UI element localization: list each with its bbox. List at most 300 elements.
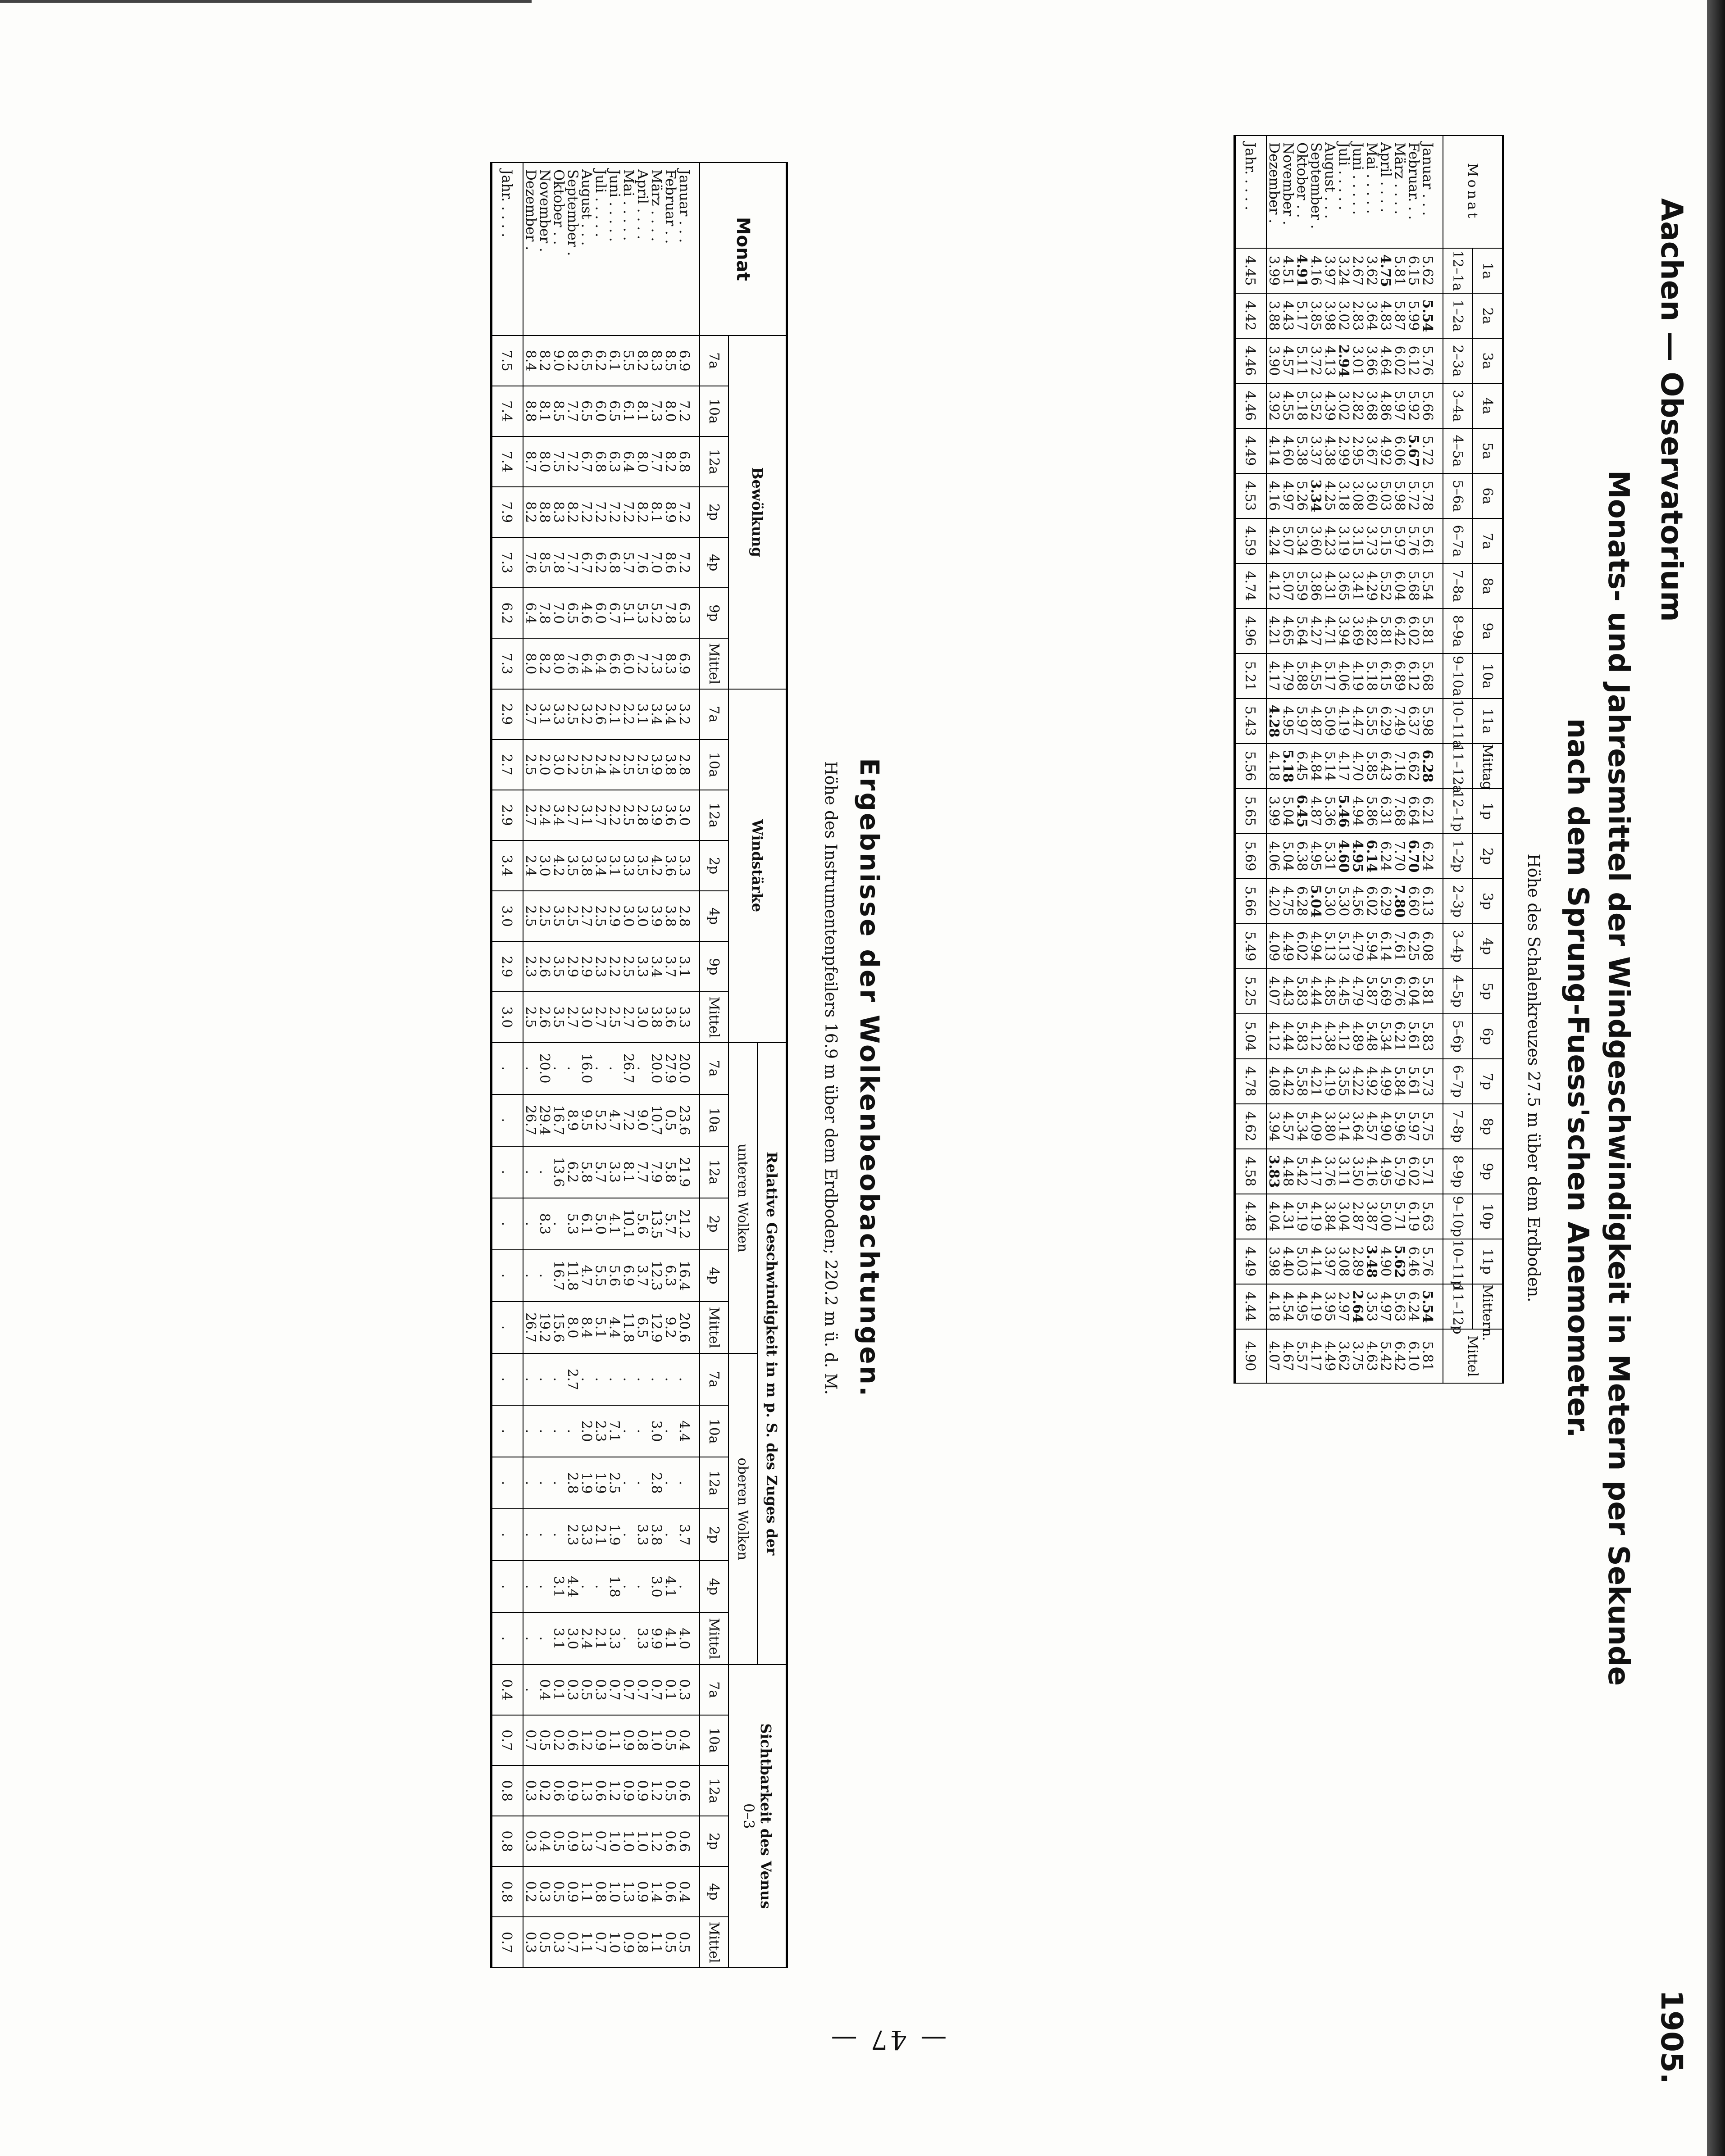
upper-cloud-speed-cell: 3.1 — [551, 1612, 565, 1664]
lower-cloud-speed-cell: 20.6 — [677, 1302, 700, 1353]
wind-speed-cell: 4.59 — [1235, 518, 1267, 563]
venus-header-label: Sichtbarkeit des Venus — [757, 1723, 774, 1909]
lower-cloud-speed-cell: 5.8 — [663, 1146, 677, 1198]
lower-cloud-speed-cell: 5.6 — [607, 1250, 621, 1302]
venus-visibility-cell: 0.3 — [523, 1917, 537, 1968]
cloudiness-cell: 6.5 — [579, 386, 593, 436]
venus-visibility-cell: 1.2 — [579, 1715, 593, 1766]
lower-clouds-time-header: Mittel — [700, 1302, 728, 1353]
cloudiness-cell: 6.7 — [579, 436, 593, 487]
wind-force-cell: 3.1 — [537, 689, 551, 740]
wind-speed-cell: 4.08 — [1266, 1059, 1281, 1104]
wind-speed-cell: 5.34 — [1295, 1104, 1309, 1149]
venus-visibility-cell: 0.6 — [551, 1766, 565, 1816]
table-row — [1309, 136, 1323, 1383]
wind-force-cell: 2.4 — [523, 840, 537, 891]
wind-speed-cell: 5.07 — [1281, 518, 1295, 563]
wind-force-cell: 2.3 — [593, 941, 607, 992]
table-row — [523, 163, 537, 1968]
wind-force-cell: 3.0 — [635, 891, 649, 941]
wind-speed-cell: 6.25 — [1406, 924, 1420, 969]
upper-cloud-speed-cell: . — [523, 1405, 537, 1457]
lower-cloud-speed-cell: 7.2 — [621, 1094, 635, 1146]
wind-speed-cell: 4.51 — [1281, 248, 1295, 293]
wind-speed-cell: 7.80 — [1393, 879, 1406, 924]
wind-speed-cell: 4.90 — [1379, 1239, 1393, 1284]
wind-speed-cell: 4.18 — [1266, 744, 1281, 789]
wind-speed-cell: 5.14 — [1323, 744, 1337, 789]
table-row — [1365, 136, 1379, 1383]
wind-speed-cell: 5.72 — [1420, 428, 1443, 473]
wind-speed-cell: 6.24 — [1420, 834, 1443, 879]
wind-speed-cell: 6.08 — [1420, 924, 1443, 969]
wind-speed-cell: 3.97 — [1323, 1239, 1337, 1284]
hour-header: 10a — [1473, 654, 1503, 699]
wind-speed-cell: 4.86 — [1379, 383, 1393, 428]
venus-visibility-cell: 1.1 — [607, 1715, 621, 1766]
upper-cloud-speed-cell: . — [621, 1405, 635, 1457]
month-label: November . — [537, 163, 551, 336]
upper-cloud-speed-cell: . — [492, 1457, 523, 1509]
upper-cloud-speed-cell: 1.9 — [607, 1509, 621, 1561]
lower-cloud-speed-cell: . — [635, 1043, 649, 1094]
venus-visibility-cell: 0.9 — [621, 1766, 635, 1816]
wind-speed-cell: 4.79 — [1281, 654, 1295, 699]
wind-speed-cell: 3.19 — [1337, 518, 1351, 563]
lower-cloud-speed-cell: . — [492, 1198, 523, 1250]
wind-force-time-header: Mittel — [700, 992, 728, 1042]
venus-visibility-cell: 0.5 — [537, 1715, 551, 1766]
wind-speed-cell: 4.79 — [1351, 969, 1365, 1014]
wind-force-cell: 2.7 — [579, 891, 593, 941]
wind-speed-cell: 4.23 — [1323, 518, 1337, 563]
table-row — [649, 163, 663, 1968]
lower-cloud-speed-cell: 16.7 — [551, 1250, 565, 1302]
wind-speed-cell: 4.21 — [1266, 608, 1281, 654]
wind-force-cell: 2.5 — [537, 891, 551, 941]
wind-force-cell: 2.9 — [492, 790, 523, 840]
upper-cloud-speed-cell: . — [593, 1561, 607, 1612]
wind-speed-cell: 5.48 — [1365, 1014, 1379, 1059]
wind-speed-cell: 7.61 — [1393, 924, 1406, 969]
wind-speed-cell: 5.25 — [1235, 969, 1267, 1014]
venus-visibility-cell: 0.9 — [635, 1866, 649, 1917]
wind-force-cell: 3.7 — [663, 941, 677, 992]
wind-speed-cell: 4.46 — [1235, 383, 1267, 428]
wind-speed-cell: 6.62 — [1406, 744, 1420, 789]
wind-speed-cell: 4.44 — [1235, 1284, 1267, 1329]
wind-speed-cell: 5.99 — [1406, 293, 1420, 338]
upper-cloud-speed-cell: . — [635, 1457, 649, 1509]
cloudiness-time-header: 12a — [700, 436, 728, 487]
hour-header: 11p — [1473, 1239, 1503, 1284]
upper-cloud-speed-cell: . — [649, 1353, 663, 1405]
venus-visibility-cell: 0.3 — [537, 1866, 551, 1917]
cloudiness-cell: 7.5 — [492, 336, 523, 386]
wind-speed-cell: 2.97 — [1337, 1284, 1351, 1329]
wind-speed-cell: 3.67 — [1365, 428, 1379, 473]
venus-visibility-cell: 0.9 — [565, 1866, 579, 1917]
wind-speed-cell: 5.30 — [1337, 879, 1351, 924]
cloudiness-cell: 7.2 — [677, 386, 700, 436]
wind-speed-cell: 3.62 — [1337, 1329, 1351, 1383]
wind-speed-cell: 3.94 — [1337, 608, 1351, 654]
wind-force-cell: 2.8 — [635, 790, 649, 840]
month-label: März . . . . — [649, 163, 663, 336]
wind-force-cell: 4.2 — [649, 840, 663, 891]
wind-speed-cell: 4.48 — [1281, 1149, 1295, 1194]
wind-speed-cell: 4.29 — [1365, 563, 1379, 608]
wind-speed-cell: 2.64 — [1351, 1284, 1365, 1329]
wind-force-cell: 2.5 — [621, 790, 635, 840]
venus-visibility-cell: 0.5 — [551, 1816, 565, 1866]
lower-cloud-speed-cell: 4.1 — [607, 1198, 621, 1250]
wind-speed-cell: 4.39 — [1323, 383, 1337, 428]
lower-clouds-time-header: 12a — [700, 1146, 728, 1198]
wind-speed-cell: 5.62 — [1420, 248, 1443, 293]
wind-speed-cell: 5.62 — [1393, 1239, 1406, 1284]
wind-force-cell: 3.3 — [677, 992, 700, 1042]
wind-speed-cell: 4.12 — [1309, 1014, 1323, 1059]
table-row — [579, 163, 593, 1968]
lower-cloud-speed-cell: 6.3 — [663, 1250, 677, 1302]
wind-speed-cell: 4.31 — [1323, 563, 1337, 608]
wind-speed-cell: 3.18 — [1337, 473, 1351, 518]
wind-force-cell: 3.6 — [663, 840, 677, 891]
upper-cloud-speed-cell: . — [579, 1353, 593, 1405]
wind-speed-cell: 5.79 — [1393, 1149, 1406, 1194]
lower-cloud-speed-cell: 4.7 — [579, 1250, 593, 1302]
wind-speed-cell: 4.55 — [1281, 383, 1295, 428]
venus-visibility-cell: 0.7 — [635, 1665, 649, 1715]
upper-cloud-speed-cell: 2.7 — [565, 1353, 579, 1405]
wind-speed-cell: 4.13 — [1323, 338, 1337, 383]
wind-speed-cell: 5.69 — [1379, 969, 1393, 1014]
wind-speed-cell: 5.85 — [1365, 744, 1379, 789]
wind-force-cell: 3.5 — [635, 840, 649, 891]
month-label: Dezember . — [1266, 136, 1281, 248]
wind-speed-cell: 5.34 — [1379, 1014, 1393, 1059]
wind-speed-cell: 3.73 — [1365, 518, 1379, 563]
upper-cloud-speed-cell: 4.4 — [677, 1405, 700, 1457]
wind-speed-cell: 5.04 — [1235, 1014, 1267, 1059]
month-label: September . — [565, 163, 579, 336]
month-label: Oktober . . — [1295, 136, 1309, 248]
upper-cloud-speed-cell: . — [523, 1509, 537, 1561]
venus-visibility-cell: 0.5 — [579, 1665, 593, 1715]
lower-cloud-speed-cell: . — [523, 1198, 537, 1250]
upper-cloud-speed-cell: . — [621, 1612, 635, 1664]
table-row — [537, 163, 551, 1968]
wind-speed-cell: 4.17 — [1309, 1149, 1323, 1194]
upper-cloud-speed-cell: . — [565, 1405, 579, 1457]
upper-cloud-speed-cell: 3.3 — [607, 1612, 621, 1664]
wind-force-cell: 3.4 — [663, 689, 677, 740]
month-label: Januar . . . — [677, 163, 700, 336]
hour-header: 11a — [1473, 699, 1503, 744]
wind-force-cell: 2.2 — [607, 790, 621, 840]
wind-speed-cell: 5.97 — [1393, 518, 1406, 563]
venus-visibility-cell: 0.5 — [663, 1715, 677, 1766]
hour-interval-header: 11–12p — [1443, 1284, 1473, 1329]
lower-cloud-speed-cell: 8.0 — [565, 1302, 579, 1353]
cloudiness-cell: 6.0 — [593, 386, 607, 436]
cloudiness-cell: 5.2 — [649, 588, 663, 638]
hour-interval-header: 8–9a — [1443, 608, 1473, 654]
wind-speed-cell: 5.83 — [1420, 1014, 1443, 1059]
cloudiness-cell: 6.2 — [593, 336, 607, 386]
cloudiness-cell: 8.2 — [537, 638, 551, 689]
wind-speed-cell: 5.61 — [1420, 518, 1443, 563]
wind-force-cell: 3.6 — [663, 992, 677, 1042]
venus-visibility-cell: 0.9 — [565, 1816, 579, 1866]
table-row — [565, 163, 579, 1968]
month-label: Juni . . . . . — [1351, 136, 1365, 248]
venus-visibility-cell: 1.2 — [649, 1766, 663, 1816]
wind-speed-cell: 6.45 — [1295, 744, 1309, 789]
wind-speed-cell: 3.99 — [1266, 789, 1281, 834]
hour-header: 9a — [1473, 608, 1503, 654]
wind-speed-cell: 4.57 — [1365, 1104, 1379, 1149]
venus-visibility-cell: 0.8 — [635, 1715, 649, 1766]
wind-force-cell: 3.0 — [677, 790, 700, 840]
wind-speed-cell: 3.34 — [1309, 473, 1323, 518]
cloudiness-cell: 6.4 — [579, 638, 593, 689]
table-row — [593, 163, 607, 1968]
hour-interval-header: 9–10a — [1443, 654, 1473, 699]
wind-force-cell: 2.5 — [523, 992, 537, 1042]
wind-force-group-header: Windstärke — [728, 689, 787, 1043]
wind-speed-cell: 3.65 — [1337, 563, 1351, 608]
hour-header: 2p — [1473, 834, 1503, 879]
wind-speed-cell: 6.02 — [1406, 1149, 1420, 1194]
wind-speed-cell: 3.02 — [1337, 293, 1351, 338]
cloudiness-cell: 6.2 — [492, 588, 523, 638]
lower-cloud-speed-cell: 8.1 — [621, 1146, 635, 1198]
wind-speed-cell: 4.58 — [1235, 1149, 1267, 1194]
venus-visibility-cell: 1.3 — [579, 1816, 593, 1866]
venus-visibility-cell: 0.2 — [551, 1715, 565, 1766]
wind-speed-cell: 6.19 — [1406, 1194, 1420, 1239]
venus-visibility-cell: 0.7 — [523, 1715, 537, 1766]
wind-speed-cell: 4.44 — [1309, 969, 1323, 1014]
month-label: Juli . . . . . — [593, 163, 607, 336]
wind-speed-cell: 5.42 — [1379, 1329, 1393, 1383]
wind-speed-cell: 4.85 — [1323, 969, 1337, 1014]
lower-cloud-speed-cell: 13.6 — [551, 1146, 565, 1198]
wind-speed-cell: 4.43 — [1281, 969, 1295, 1014]
wind-speed-cell: 4.17 — [1337, 744, 1351, 789]
upper-cloud-speed-cell: . — [492, 1405, 523, 1457]
wind-force-cell: 2.9 — [492, 941, 523, 992]
lower-cloud-speed-cell: 20.0 — [537, 1043, 551, 1094]
table-row — [1420, 136, 1443, 1383]
wind-speed-cell: 4.09 — [1266, 924, 1281, 969]
wind-speed-cell: 6.06 — [1393, 428, 1406, 473]
wind-speed-cell: 5.09 — [1323, 699, 1337, 744]
wind-force-cell: 3.0 — [579, 992, 593, 1042]
venus-visibility-cell: 0.3 — [523, 1816, 537, 1866]
lower-cloud-speed-cell: 10.7 — [649, 1094, 663, 1146]
wind-speed-cell: 4.60 — [1337, 834, 1351, 879]
upper-cloud-speed-cell: . — [607, 1353, 621, 1405]
relative-speed-group-header: Relative Geschwindigkeit in m p. S. des Zuges der — [757, 1043, 787, 1665]
cloudiness-cell: 8.2 — [565, 487, 579, 537]
wind-speed-cell: 3.72 — [1309, 338, 1323, 383]
hour-interval-header: 1–2p — [1443, 834, 1473, 879]
hour-interval-header: 3–4a — [1443, 383, 1473, 428]
wind-speed-cell: 4.49 — [1235, 428, 1267, 473]
upper-cloud-speed-cell: . — [621, 1353, 635, 1405]
wind-speed-cell: 6.02 — [1365, 879, 1379, 924]
wind-speed-cell: 5.98 — [1420, 699, 1443, 744]
wind-speed-cell: 6.10 — [1406, 1329, 1420, 1383]
month-label: Februar. . . — [1406, 136, 1420, 248]
cloudiness-cell: 8.6 — [663, 537, 677, 588]
month-label: November . — [1281, 136, 1295, 248]
upper-cloud-speed-cell: 1.8 — [607, 1561, 621, 1612]
upper-cloud-speed-cell: . — [551, 1509, 565, 1561]
upper-cloud-speed-cell: . — [677, 1457, 700, 1509]
wind-speed-cell: 3.98 — [1323, 293, 1337, 338]
wind-speed-cell: 4.19 — [1309, 1284, 1323, 1329]
venus-visibility-cell: 0.8 — [492, 1866, 523, 1917]
wind-speed-cell: 3.85 — [1309, 293, 1323, 338]
upper-cloud-speed-cell: . — [523, 1457, 537, 1509]
upper-cloud-speed-cell: 9.9 — [649, 1612, 663, 1664]
wind-speed-cell: 3.15 — [1351, 518, 1365, 563]
venus-visibility-cell: 0.7 — [621, 1665, 635, 1715]
wind-speed-cell: 3.98 — [1266, 1239, 1281, 1284]
header-station: Aachen — Observatorium — [1654, 198, 1689, 622]
lower-cloud-speed-cell: 7.7 — [635, 1146, 649, 1198]
lower-cloud-speed-cell: . — [537, 1146, 551, 1198]
venus-visibility-cell: 0.3 — [523, 1766, 537, 1816]
wind-speed-cell: 4.92 — [1365, 1059, 1379, 1104]
wind-speed-cell: 4.56 — [1351, 879, 1365, 924]
venus-visibility-cell: 0.5 — [663, 1766, 677, 1816]
wind-speed-cell: 6.46 — [1406, 1239, 1420, 1284]
venus-visibility-cell: 0.6 — [677, 1816, 700, 1866]
cloudiness-cell: 5.5 — [621, 336, 635, 386]
venus-group-header — [728, 1665, 787, 1968]
lower-cloud-speed-cell: 9.5 — [579, 1094, 593, 1146]
venus-visibility-cell: 1.4 — [649, 1866, 663, 1917]
wind-speed-cell: 4.49 — [1323, 1329, 1337, 1383]
wind-speed-cell: 5.83 — [1295, 969, 1309, 1014]
lower-cloud-speed-cell: 5.0 — [593, 1198, 607, 1250]
wind-speed-cell: 6.04 — [1393, 563, 1406, 608]
venus-visibility-cell: 0.3 — [677, 1665, 700, 1715]
wind-speed-cell: 4.54 — [1281, 1284, 1295, 1329]
wind-speed-cell: 2.67 — [1351, 248, 1365, 293]
venus-visibility-cell: 1.1 — [649, 1917, 663, 1968]
hour-interval-header: 9–10p — [1443, 1194, 1473, 1239]
wind-speed-cell: 4.45 — [1235, 248, 1267, 293]
venus-visibility-cell: 0.5 — [551, 1866, 565, 1917]
wind-speed-cell: 5.66 — [1420, 383, 1443, 428]
wind-speed-cell: 6.12 — [1406, 338, 1420, 383]
lower-cloud-speed-cell: 9.0 — [635, 1094, 649, 1146]
wind-speed-cell: 4.44 — [1281, 1014, 1295, 1059]
wind-speed-cell: 5.04 — [1309, 879, 1323, 924]
month-label: Jahr. . . . . — [1235, 136, 1267, 248]
cloudiness-cell: 8.3 — [649, 336, 663, 386]
wind-force-cell: 2.5 — [621, 740, 635, 790]
wind-speed-cell: 4.49 — [1281, 924, 1295, 969]
wind-speed-cell: 6.45 — [1295, 789, 1309, 834]
venus-visibility-cell: 0.6 — [663, 1816, 677, 1866]
wind-speed-cell: 5.97 — [1295, 699, 1309, 744]
cloudiness-cell: 7.4 — [492, 436, 523, 487]
wind-force-cell: 3.0 — [492, 992, 523, 1042]
venus-visibility-cell: 0.7 — [593, 1816, 607, 1866]
hour-header: 10p — [1473, 1194, 1503, 1239]
wind-speed-cell: 4.95 — [1379, 1149, 1393, 1194]
wind-speed-cell: 5.65 — [1235, 789, 1267, 834]
upper-cloud-speed-cell: 4.0 — [677, 1612, 700, 1664]
wind-speed-cell: 4.17 — [1266, 654, 1281, 699]
wind-force-cell: 2.2 — [607, 941, 621, 992]
wind-speed-cell: 7.16 — [1393, 744, 1406, 789]
venus-visibility-cell: 0.9 — [593, 1715, 607, 1766]
wind-speed-cell: 6.24 — [1379, 834, 1393, 879]
wind-speed-cell: 3.01 — [1351, 338, 1365, 383]
wind-speed-cell: 5.98 — [1393, 473, 1406, 518]
venus-visibility-cell: . — [523, 1665, 537, 1715]
wind-force-cell: 3.8 — [663, 740, 677, 790]
wind-speed-cell: 5.13 — [1337, 924, 1351, 969]
month-label: August . . . — [579, 163, 593, 336]
hour-interval-header: 1–2a — [1443, 293, 1473, 338]
lower-cloud-speed-cell: 3.3 — [607, 1146, 621, 1198]
upper-cloud-speed-cell: 4.1 — [663, 1561, 677, 1612]
wind-speed-cell: 4.04 — [1266, 1194, 1281, 1239]
wind-speed-cell: 6.60 — [1406, 879, 1420, 924]
upper-cloud-speed-cell: 2.8 — [649, 1457, 663, 1509]
upper-cloud-speed-cell: 3.8 — [649, 1509, 663, 1561]
cloudiness-cell: 8.5 — [551, 386, 565, 436]
wind-force-cell: 2.5 — [593, 891, 607, 941]
cloudiness-cell: 8.2 — [663, 436, 677, 487]
wind-speed-cell: 5.71 — [1420, 1149, 1443, 1194]
cloudiness-cell: 4.6 — [579, 588, 593, 638]
wind-force-cell: 2.5 — [635, 740, 649, 790]
wind-force-cell: 2.5 — [523, 740, 537, 790]
cloudiness-cell: 6.4 — [593, 638, 607, 689]
wind-speed-cell: 5.18 — [1295, 383, 1309, 428]
upper-cloud-speed-cell: 2.5 — [607, 1457, 621, 1509]
lower-cloud-speed-cell: 16.0 — [579, 1043, 593, 1094]
cloudiness-cell: 6.7 — [607, 588, 621, 638]
venus-visibility-cell: 0.1 — [663, 1665, 677, 1715]
lower-cloud-speed-cell: 12.3 — [649, 1250, 663, 1302]
lower-cloud-speed-cell: . — [492, 1250, 523, 1302]
venus-scale-label: 0–3 — [740, 1803, 757, 1829]
lower-cloud-speed-cell: 20.0 — [677, 1043, 700, 1094]
venus-visibility-cell: 0.8 — [635, 1917, 649, 1968]
month-column-header: Monat — [1443, 136, 1503, 248]
wind-speed-cell: 4.89 — [1351, 1014, 1365, 1059]
wind-force-cell: 3.0 — [537, 840, 551, 891]
table-row — [1281, 136, 1295, 1383]
wind-speed-cell: 5.81 — [1420, 1329, 1443, 1383]
wind-force-cell: 2.8 — [677, 891, 700, 941]
venus-visibility-cell: 0.7 — [492, 1715, 523, 1766]
wind-speed-cell: 4.25 — [1323, 473, 1337, 518]
table-row — [1393, 136, 1406, 1383]
hour-interval-header: 11–12a — [1443, 744, 1473, 789]
